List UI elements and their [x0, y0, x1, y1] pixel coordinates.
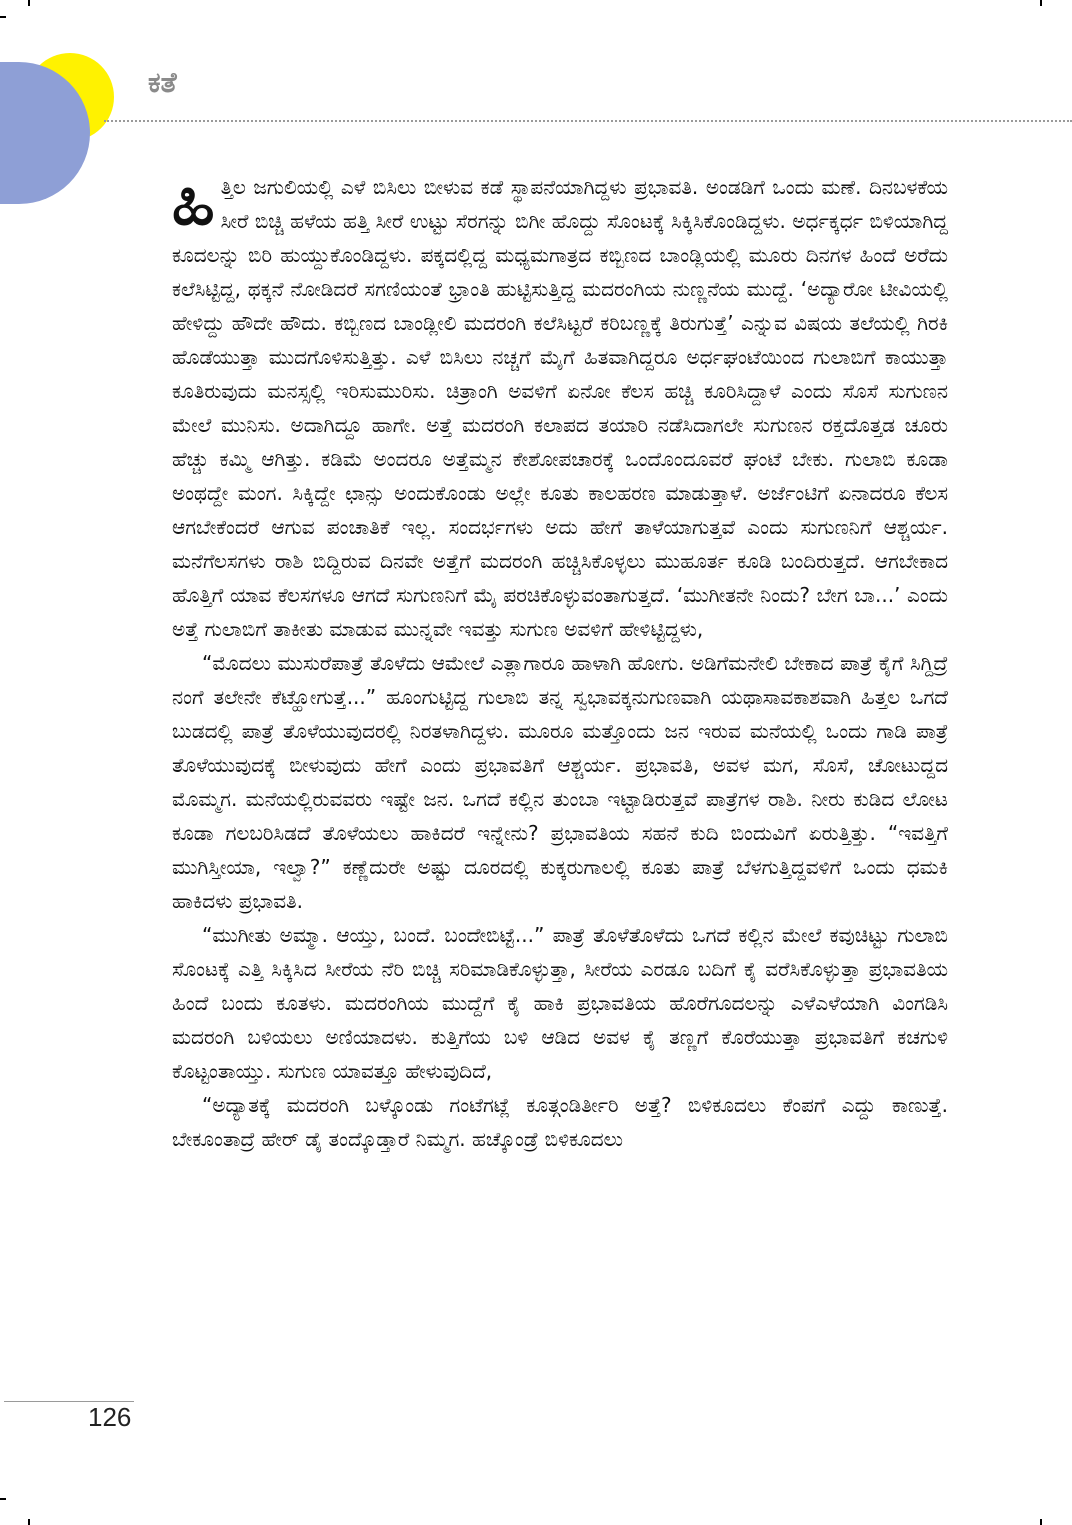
story-paragraph-3: “ಮುಗೀತು ಅಮ್ಮಾ. ಆಯ್ತು, ಬಂದೆ. ಬಂದೇಬಿಟ್ಟೆ...” ಪಾತ್ರೆ ತೊಳೆತೊಳೆದು ಒಗದೆ ಕಲ್ಲಿನ ಮೇಲೆ ಕವುಚಿಟ್ಟು ಗುಲಾಬಿ ಸೊಂಟಕ್ಕೆ ಎತ್ತಿ ಸಿಕ್ಕಿಸಿದ ಸೀರೆಯ ನೆರಿ ಬಿಚ್ಚಿ ಸರಿಮಾಡಿಕೊಳ್ಳುತ್ತಾ, ಸೀರೆಯ ಎರಡೂ ಬದಿಗೆ ಕೈ ವರೆಸಿಕೊಳ್ಳುತ್ತಾ ಪ್ರಭಾವತಿಯ ಹಿಂದೆ ಬಂದು ಕೂತಳು. ಮದರಂಗಿಯ ಮುದ್ದೆಗೆ ಕೈ ಹಾಕಿ ಪ್ರಭಾವತಿಯ ಹೊರೆಗೂದಲನ್ನು ಎಳೆಎಳೆಯಾಗಿ ವಿಂಗಡಿಸಿ ಮದರಂಗಿ ಬಳಿಯಲು ಅಣಿಯಾದಳು. ಕುತ್ತಿಗೆಯ ಬಳಿ ಆಡಿದ ಅವಳ ಕೈ ತಣ್ಣಗೆ ಕೊರೆಯುತ್ತಾ ಪ್ರಭಾವತಿಗೆ ಕಚಗುಳಿ ಕೊಟ್ಟಂತಾಯ್ತು. ಸುಗುಣ ಯಾವತ್ತೂ ಹೇಳುವುದಿದೆ, — [172, 923, 948, 1083]
page-number: 126 — [88, 1402, 132, 1432]
crop-mark-bottom-center — [28, 1519, 30, 1525]
crop-mark-top-left — [0, 16, 6, 18]
story-paragraph-2: “ಮೊದಲು ಮುಸುರೆಪಾತ್ರೆ ತೊಳೆದು ಆಮೇಲೆ ಎತ್ಲಾಗಾರೂ ಹಾಳಾಗಿ ಹೋಗು. ಅಡಿಗೆಮನೇಲಿ ಬೇಕಾದ ಪಾತ್ರೆ ಕೈಗೆ ಸಿಗ್ದಿದ್ರೆ ನಂಗೆ ತಲೇನೇ ಕೆಟ್ಹೋಗುತ್ತೆ...” ಹೂಂಗುಟ್ಟಿದ್ದ ಗುಲಾಬಿ ತನ್ನ ಸ್ವಭಾವಕ್ಕನುಗುಣವಾಗಿ ಯಥಾಸಾವಕಾಶವಾಗಿ ಹಿತ್ತಲ ಒಗದೆ ಬುಡದಲ್ಲಿ ಪಾತ್ರೆ ತೊಳೆಯುವುದರಲ್ಲಿ ನಿರತಳಾಗಿದ್ದಳು. ಮೂರೂ ಮತ್ತೊಂದು ಜನ ಇರುವ ಮನೆಯಲ್ಲಿ ಒಂದು ಗಾಡಿ ಪಾತ್ರೆ ತೊಳೆಯುವುದಕ್ಕೆ ಬೀಳುವುದು ಹೇಗೆ ಎಂದು ಪ್ರಭಾವತಿಗೆ ಆಶ್ಚರ್ಯ. ಪ್ರಭಾವತಿ, ಅವಳ ಮಗ, ಸೊಸೆ, ಚೋಟುದ್ದದ ಮೊಮ್ಮಗ. ಮನೆಯಲ್ಲಿರುವವರು ಇಷ್ಟೇ ಜನ. ಒಗದೆ ಕಲ್ಲಿನ ತುಂಬಾ ಇಟ್ಟಾಡಿರುತ್ತವೆ ಪಾತ್ರೆಗಳ ರಾಶಿ. ನೀರು ಕುಡಿದ ಲೋಟ ಕೂಡಾ ಗಲಬರಿಸಿಡದೆ ತೊಳೆಯಲು ಹಾಕಿದರೆ ಇನ್ನೇನು? ಪ್ರಭಾವತಿಯ ಸಹನೆ ಕುದಿ ಬಿಂದುವಿಗೆ ಏರುತ್ತಿತ್ತು. “ಇವತ್ತಿಗೆ ಮುಗಿಸ್ತೀಯಾ, ಇಲ್ವಾ?” ಕಣ್ಣೆದುರೇ ಅಷ್ಟು ದೂರದಲ್ಲಿ ಕುಕ್ಕರುಗಾಲಲ್ಲಿ ಕೂತು ಪಾತ್ರೆ ಬೆಳಗುತ್ತಿದ್ದವಳಿಗೆ ಒಂದು ಧಮಕಿ ಹಾಕಿದಳು ಪ್ರಭಾವತಿ. — [172, 651, 948, 913]
story-paragraph-4: “ಅದ್ಯಾತಕ್ಕೆ ಮದರಂಗಿ ಬಳ್ಕೊಂಡು ಗಂಟೆಗಟ್ಲೆ ಕೂತ್ಗಂಡಿರ್ತೀರಿ ಅತ್ತೆ? ಬಿಳಿಕೂದಲು ಕೆಂಪಗೆ ಎದ್ದು ಕಾಣುತ್ತೆ. ಬೇಕೂಂತಾದ್ರೆ ಹೇರ್ ಡೈ ತಂದ್ಕೊಡ್ತಾರೆ ನಿಮ್ಮಗ. ಹಚ್ಕೊಂಡ್ರೆ ಬಿಳಿಕೂದಲು — [172, 1093, 948, 1151]
crop-mark-bottom-right — [1040, 1519, 1042, 1525]
drop-cap: ಹಿ — [172, 166, 215, 239]
dotted-divider — [104, 120, 1072, 122]
paragraph-text: ತ್ತಿಲ ಜಗುಲಿಯಲ್ಲಿ ಎಳೆ ಬಿಸಿಲು ಬೀಳುವ ಕಡೆ ಸ್ಥಾಪನೆಯಾಗಿದ್ದಳು ಪ್ರಭಾವತಿ. ಅಂಡಡಿಗೆ ಒಂದು ಮಣೆ. ದಿನಬಳಕೆಯ ಸೀರೆ ಬಿಚ್ಚಿ ಹಳೆಯ ಹತ್ತಿ ಸೀರೆ ಉಟ್ಟು ಸೆರಗನ್ನು ಬಿಗೀ ಹೊದ್ದು ಸೊಂಟಕ್ಕೆ ಸಿಕ್ಕಿಸಿಕೊಂಡಿದ್ದಳು. ಅರ್ಧಕ್ಕರ್ಧ ಬಿಳಿಯಾಗಿದ್ದ ಕೂದಲನ್ನು ಬಿರಿ ಹುಯ್ದುಕೊಂಡಿದ್ದಳು. ಪಕ್ಕದಲ್ಲಿದ್ದ ಮಧ್ಯಮಗಾತ್ರದ ಕಬ್ಬಿಣದ ಬಾಂಡ್ಲಿಯಲ್ಲಿ ಮೂರು ದಿನಗಳ ಹಿಂದೆ ಅರೆದು ಕಲೆಸಿಟ್ಟಿದ್ದ, ಥಕ್ಕನೆ ನೋಡಿದರೆ ಸಗಣಿಯಂತೆ ಭ್ರಾಂತಿ ಹುಟ್ಟಿಸುತ್ತಿದ್ದ ಮದರಂಗಿಯ ನುಣ್ಣನೆಯ ಮುದ್ದೆ. ‘ಅದ್ಯಾರೋ ಟೀವಿಯಲ್ಲಿ ಹೇಳಿದ್ದು ಹೌದೇ ಹೌದು. ಕಬ್ಬಿಣದ ಬಾಂಡ್ಲೀಲಿ ಮದರಂಗಿ ಕಲೆಸಿಟ್ಟರೆ ಕರಿಬಣ್ಣಕ್ಕೆ ತಿರುಗುತ್ತೆ’ ಎನ್ನುವ ವಿಷಯ ತಲೆಯಲ್ಲಿ ಗಿರಕಿ ಹೊಡೆಯುತ್ತಾ ಮುದಗೊಳಿಸುತ್ತಿತ್ತು. ಎಳೆ ಬಿಸಿಲು ನಚ್ಚಗೆ ಮೈಗೆ ಹಿತವಾಗಿದ್ದರೂ ಅರ್ಧಘಂಟೆಯಿಂದ ಗುಲಾಬಿಗೆ ಕಾಯುತ್ತಾ ಕೂತಿರುವುದು ಮನಸ್ಸಲ್ಲಿ ಇರಿಸುಮುರಿಸು. ಚಿತ್ರಾಂಗಿ ಅವಳಿಗೆ ಏನೋ ಕೆಲಸ ಹಚ್ಚಿ ಕೂರಿಸಿದ್ದಾಳೆ ಎಂದು ಸೊಸೆ ಸುಗುಣನ ಮೇಲೆ ಮುನಿಸು. ಅದಾಗಿದ್ದೂ ಹಾಗೇ. ಅತ್ತೆ ಮದರಂಗಿ ಕಲಾಪದ ತಯಾರಿ ನಡೆಸಿದಾಗಲೇ ಸುಗುಣನ ರಕ್ತದೊತ್ತಡ ಚೂರು ಹೆಚ್ಚು ಕಮ್ಮಿ ಆಗಿತ್ತು. ಕಡಿಮೆ ಅಂದರೂ ಅತ್ತೆಮ್ಮನ ಕೇಶೋಪಚಾರಕ್ಕೆ ಒಂದೊಂದೂವರೆ ಘಂಟೆ ಬೇಕು. ಗುಲಾಬಿ ಕೂಡಾ ಅಂಥದ್ದೇ ಮಂಗ. ಸಿಕ್ಕಿದ್ದೇ ಛಾನ್ಸು ಅಂದುಕೊಂಡು ಅಲ್ಲೇ ಕೂತು ಕಾಲಹರಣ ಮಾಡುತ್ತಾಳೆ. ಅರ್ಜೆಂಟಿಗೆ ಏನಾದರೂ ಕೆಲಸ ಆಗಬೇಕೆಂದರೆ ಆಗುವ ಪಂಚಾತಿಕೆ ಇಲ್ಲ. ಸಂದರ್ಭಗಳು ಅದು ಹೇಗೆ ತಾಳೆಯಾಗುತ್ತವೆ ಎಂದು ಸುಗುಣನಿಗೆ ಆಶ್ಚರ್ಯ. ಮನೆಗೆಲಸಗಳು ರಾಶಿ ಬಿದ್ದಿರುವ ದಿನವೇ ಅತ್ತೆಗೆ ಮದರಂಗಿ ಹಚ್ಚಿಸಿಕೊಳ್ಳಲು ಮುಹೂರ್ತ ಕೂಡಿ ಬಂದಿರುತ್ತದೆ. ಆಗಬೇಕಾದ ಹೊತ್ತಿಗೆ ಯಾವ ಕೆಲಸಗಳೂ ಆಗದೆ ಸುಗುಣನಿಗೆ ಮೈ ಪರಚಿಕೊಳ್ಳುವಂತಾಗುತ್ತದೆ. ‘ಮುಗೀತನೇ ನಿಂದು? ಬೇಗ ಬಾ...’ ಎಂದು ಅತ್ತೆ ಗುಲಾಬಿಗೆ ತಾಕೀತು ಮಾಡುವ ಮುನ್ನವೇ ಇವತ್ತು ಸುಗುಣ ಅವಳಿಗೆ ಹೇಳಿಟ್ಟಿದ್ದಳು, — [172, 175, 948, 641]
crop-mark-top-right — [1040, 0, 1042, 6]
crop-mark-top-center — [28, 0, 30, 6]
story-body — [172, 166, 948, 1156]
section-title: ಕತೆ — [148, 66, 177, 99]
crop-mark-bottom-left — [0, 1498, 6, 1500]
story-paragraph-1 — [172, 166, 948, 646]
